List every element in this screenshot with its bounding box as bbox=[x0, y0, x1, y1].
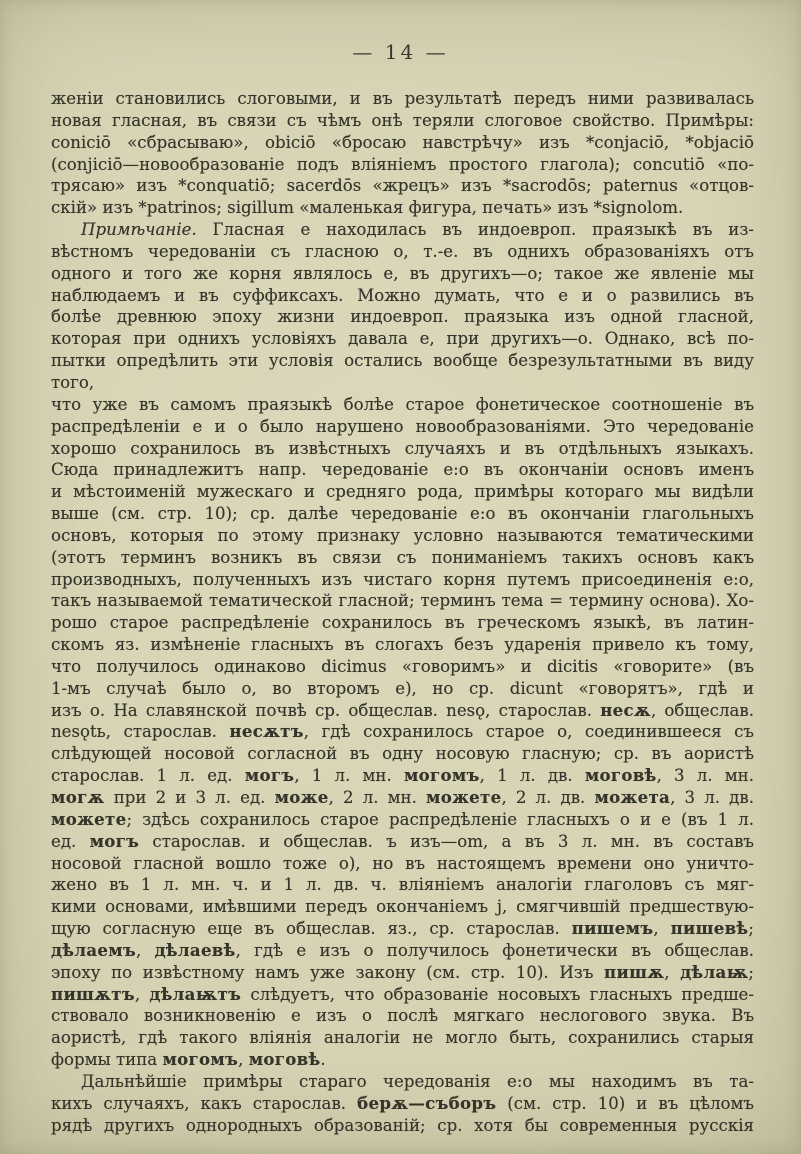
text-line bbox=[51, 962, 754, 984]
slavonic-term: пишѫтъ bbox=[51, 983, 135, 1004]
text-line bbox=[51, 154, 754, 176]
text-line bbox=[51, 1027, 754, 1049]
body-text: рядѣ другихъ однородныхъ образованій; ср. хотя бы современныя русскія bbox=[51, 1115, 754, 1135]
text-line bbox=[51, 525, 754, 547]
text-line bbox=[51, 743, 754, 765]
body-text: , 1 л. мн. bbox=[294, 766, 404, 786]
body-text: 1-мъ случаѣ было о, во второмъ е), но ср. dicunt «говорятъ», гдѣ и bbox=[51, 678, 754, 698]
body-text: , bbox=[134, 984, 150, 1004]
slavonic-term: несѫ bbox=[600, 699, 651, 720]
body-text: слѣдуетъ, что образованіе носовыхъ гласныхъ предше- bbox=[241, 984, 754, 1004]
page-number: — 14 — bbox=[352, 40, 449, 64]
slavonic-term: дѣлаевѣ bbox=[154, 939, 236, 960]
text-line bbox=[51, 1093, 754, 1115]
text-line bbox=[51, 678, 754, 700]
body-text: . bbox=[320, 1050, 326, 1070]
body-text: Гласная е находилась въ индоевроп. праязыкѣ въ из- bbox=[196, 220, 754, 240]
text-line bbox=[51, 547, 754, 569]
body-text: , bbox=[135, 940, 155, 960]
body-text: трясаю» изъ *conquatiō; sacerdōs «жрецъ» изъ *sacrodōs; paternus «отцов- bbox=[51, 176, 754, 196]
text-line bbox=[51, 656, 754, 678]
text-line bbox=[51, 765, 754, 787]
text-line bbox=[51, 110, 754, 132]
text-line bbox=[51, 350, 754, 394]
text-line bbox=[51, 853, 754, 875]
body-text: ; bbox=[748, 962, 754, 982]
text-line bbox=[51, 612, 754, 634]
text-line bbox=[51, 175, 754, 197]
body-text: ; здѣсь сохранилось старое распредѣленіе гласныхъ о и е (въ 1 л. bbox=[126, 809, 754, 829]
text-line bbox=[51, 481, 754, 503]
text-line bbox=[51, 285, 754, 307]
text-line bbox=[51, 1005, 754, 1027]
slavonic-term: моговѣ bbox=[584, 765, 657, 786]
text-line bbox=[51, 721, 754, 743]
body-text: ; bbox=[748, 919, 754, 939]
body-text: производныхъ, полученныхъ изъ чистаго корня путемъ присоединенія е:о, bbox=[51, 569, 754, 589]
text-line bbox=[51, 569, 754, 591]
slavonic-term: берѫ—съборъ bbox=[357, 1092, 497, 1113]
body-text: nesǫtь, старослав. bbox=[51, 722, 230, 742]
slavonic-term: дѣлаѭ bbox=[680, 961, 749, 982]
body-text: скій» изъ *patrinos; sigillum «маленькая фигура, печать» изъ *signolom. bbox=[51, 198, 684, 218]
slavonic-term: могомъ bbox=[162, 1049, 239, 1070]
body-text: , bbox=[653, 919, 671, 939]
body-text: которая при однихъ условіяхъ давала е, при другихъ—о. Однако, всѣ по- bbox=[51, 329, 754, 349]
body-text: старослав. 1 л. ед. bbox=[51, 766, 245, 786]
body-text: coniciō «сбрасываю», obiciō «бросаю навстрѣчу» изъ *conjaciō, *objaciō bbox=[51, 132, 754, 152]
slavonic-term: могъ bbox=[89, 830, 140, 851]
body-text: Сюда принадлежитъ напр. чередованіе е:о въ окончаніи основъ именъ bbox=[51, 460, 754, 480]
body-text: эпоху по извѣстному намъ уже закону (см. стр. 10). Изъ bbox=[51, 962, 605, 982]
text-line bbox=[51, 896, 754, 918]
body-text: выше (см. стр. 10); ср. далѣе чередованіе е:о въ окончаніи глагольныхъ bbox=[51, 504, 754, 524]
body-text: , 1 л. дв. bbox=[479, 766, 585, 786]
text-line bbox=[51, 459, 754, 481]
text-line bbox=[51, 809, 754, 831]
text-line bbox=[51, 1115, 754, 1137]
body-text: скомъ яз. измѣненіе гласныхъ въ слогахъ безъ ударенія привело къ тому, bbox=[51, 635, 754, 655]
body-text: что получилось одинаково dicimus «говоримъ» и dicitis «говорите» (въ bbox=[51, 656, 754, 676]
text-line bbox=[51, 590, 754, 612]
slavonic-term: може bbox=[274, 787, 329, 807]
body-text: болѣе древнюю эпоху жизни индоевроп. праязыка изъ одной гласной, bbox=[51, 307, 754, 327]
body-text: слѣдующей носовой согласной въ одну носовую гласную; ср. въ аористѣ bbox=[51, 744, 754, 764]
body-text: , bbox=[238, 1050, 249, 1070]
text-line bbox=[51, 88, 754, 110]
text-line bbox=[51, 1071, 754, 1093]
text-line bbox=[51, 634, 754, 656]
text-line bbox=[51, 263, 754, 285]
body-text: распредѣленіи е и о было нарушено новообразованіями. Это чередованіе bbox=[51, 416, 754, 436]
text-line bbox=[51, 787, 754, 809]
body-text: ствовало возникновенію е изъ о послѣ мягкаго неслогового звука. Въ bbox=[51, 1006, 754, 1026]
slavonic-term: пишевѣ bbox=[670, 918, 749, 939]
body-text: (conjiciō—новообразованіе подъ вліяніемъ простого глагола); concutiō «по- bbox=[51, 154, 754, 174]
text-line bbox=[51, 416, 754, 438]
body-text: кими основами, имѣвшими передъ окончаніемъ j, смягчившій предшествую- bbox=[51, 897, 754, 917]
text-line bbox=[51, 1049, 754, 1071]
body-text: пытки опредѣлить эти условія остались вообще безрезультатными въ виду того, bbox=[51, 351, 754, 392]
text-line bbox=[51, 700, 754, 722]
body-text: , 2 л. мн. bbox=[328, 788, 427, 807]
body-text: , bbox=[664, 962, 681, 982]
body-text: Дальнѣйшіе примѣры стараго чередованія е:о мы находимъ въ та- bbox=[81, 1071, 754, 1091]
body-text: жено въ 1 л. мн. ч. и 1 л. дв. ч. вліяніемъ аналогіи глаголовъ съ мяг- bbox=[51, 875, 754, 895]
body-text: (см. стр. 10) и въ цѣломъ bbox=[496, 1093, 754, 1113]
body-text: формы типа bbox=[51, 1050, 163, 1070]
body-text: (этотъ терминъ возникъ въ связи съ пониманіемъ такихъ основъ какъ bbox=[51, 547, 754, 567]
body-text: основъ, которыя по этому признаку условно называются тематическими bbox=[51, 525, 754, 545]
body-text: , 2 л. дв. bbox=[501, 788, 595, 807]
body-text: кихъ случаяхъ, какъ старослав. bbox=[51, 1093, 358, 1113]
slavonic-term: можета bbox=[594, 787, 671, 807]
text-line bbox=[51, 503, 754, 525]
body-text: аористѣ, гдѣ такого вліянія аналогіи не могло быть, сохранились старыя bbox=[51, 1028, 754, 1048]
body-text: , 3 л. дв. bbox=[670, 788, 754, 807]
text-line bbox=[51, 918, 754, 940]
slavonic-term: можете bbox=[426, 787, 502, 807]
body-text: при 2 и 3 л. ед. bbox=[104, 788, 275, 807]
page-text bbox=[51, 88, 754, 1137]
text-line bbox=[51, 197, 754, 219]
text-line bbox=[51, 831, 754, 853]
text-line bbox=[51, 132, 754, 154]
text-line bbox=[51, 438, 754, 460]
body-text: , гдѣ е изъ о получилось фонетически въ общеслав. bbox=[235, 940, 754, 960]
body-text: хорошо сохранилось въ извѣстныхъ случаяхъ и въ отдѣльныхъ языкахъ. bbox=[51, 438, 754, 458]
text-line bbox=[51, 306, 754, 328]
body-text: носовой гласной вошло тоже о), но въ настоящемъ времени оно уничто- bbox=[51, 853, 754, 873]
body-text: изъ о. На славянской почвѣ ср. общеслав. nesǫ, старослав. bbox=[51, 700, 601, 720]
slavonic-term: пишемъ bbox=[571, 918, 654, 939]
body-text: щую согласную еще въ общеслав. яз., ср. старослав. bbox=[51, 919, 572, 939]
body-text: , 3 л. мн. bbox=[656, 766, 754, 786]
slavonic-term: могомъ bbox=[403, 765, 480, 786]
slavonic-term: могъ bbox=[244, 765, 295, 786]
text-line bbox=[51, 874, 754, 896]
slavonic-term: несѫтъ bbox=[229, 721, 304, 742]
slavonic-term: могѫ bbox=[51, 787, 105, 807]
body-text: женіи становились слоговыми, и въ результатѣ передъ ними развивалась bbox=[51, 89, 754, 108]
italic-text: Примѣчаніе. bbox=[81, 220, 197, 240]
slavonic-term: моговѣ bbox=[248, 1049, 321, 1070]
text-line bbox=[51, 328, 754, 350]
body-text: новая гласная, въ связи съ чѣмъ онѣ теряли слоговое свойство. Примѣры: bbox=[51, 110, 754, 130]
text-line bbox=[51, 940, 754, 962]
body-text: и мѣстоименій мужескаго и средняго рода, примѣры котораго мы видѣли bbox=[51, 482, 754, 502]
body-text: такъ называемой тематической гласной; терминъ тема = термину основа). Хо- bbox=[51, 591, 754, 611]
body-text: старослав. и общеслав. ъ изъ—om, а въ 3 л. мн. въ составъ bbox=[139, 831, 754, 851]
text-line bbox=[51, 394, 754, 416]
text-line bbox=[51, 241, 754, 263]
slavonic-term: дѣлаѭтъ bbox=[149, 983, 242, 1004]
body-text: вѣстномъ чередованіи съ гласною о, т.-е. въ однихъ образованіяхъ отъ bbox=[51, 241, 754, 261]
slavonic-term: дѣлаемъ bbox=[51, 939, 136, 960]
slavonic-term: пишѫ bbox=[604, 961, 665, 982]
text-line bbox=[51, 219, 754, 241]
body-text: ед. bbox=[51, 831, 90, 851]
body-text: наблюдаемъ и въ суффиксахъ. Можно думать, что е и о развились въ bbox=[51, 285, 754, 305]
body-text: что уже въ самомъ праязыкѣ болѣе старое фонетическое соотношеніе въ bbox=[51, 394, 754, 414]
body-text: , общеслав. bbox=[650, 700, 755, 720]
body-text: , гдѣ сохранилось старое о, соединившееся съ bbox=[303, 722, 754, 742]
body-text: одного и того же корня являлось е, въ другихъ—о; такое же явленіе мы bbox=[51, 263, 754, 283]
slavonic-term: можете bbox=[51, 808, 127, 829]
body-text: рошо старое распредѣленіе сохранилось въ греческомъ языкѣ, въ латин- bbox=[51, 613, 754, 633]
text-line bbox=[51, 984, 754, 1006]
